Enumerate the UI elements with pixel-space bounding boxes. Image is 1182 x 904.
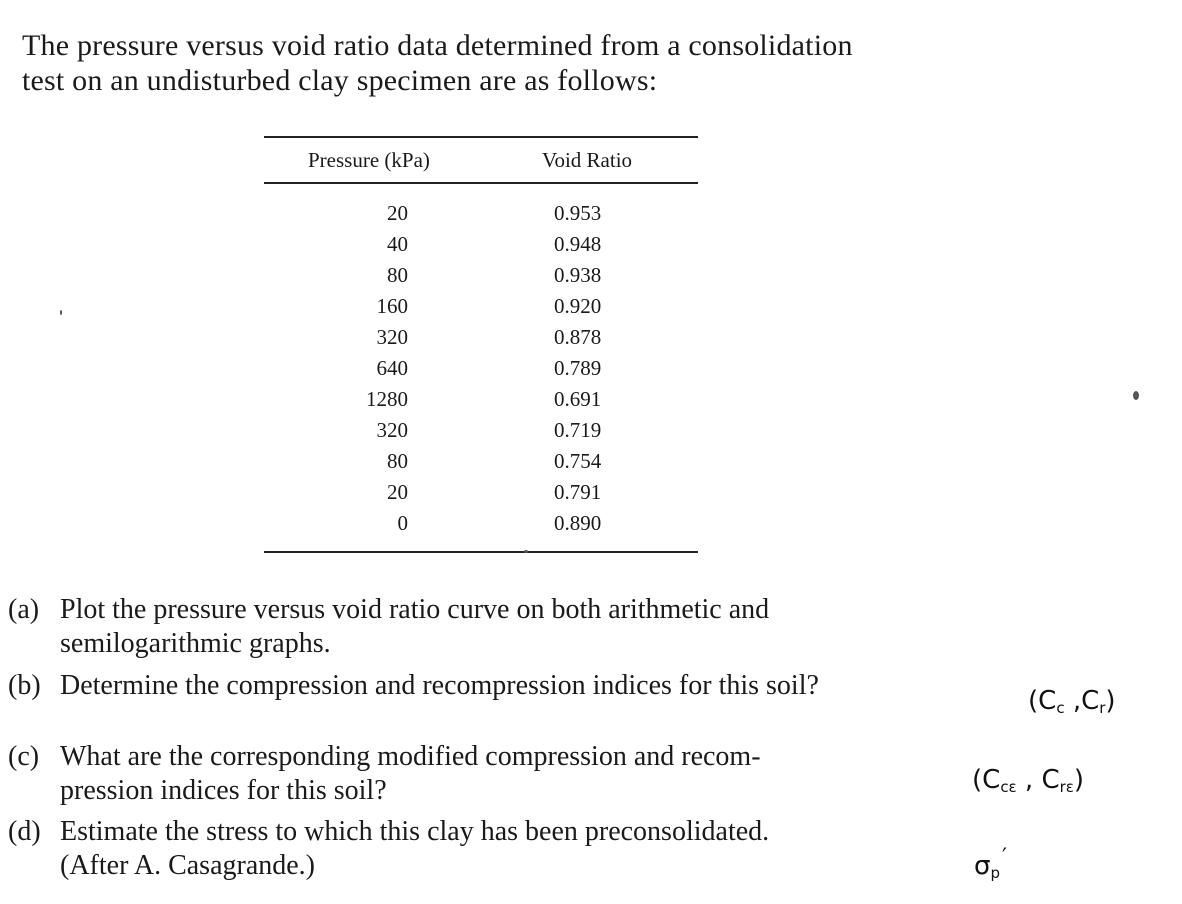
question-d-note: $\sigma_p'$ xyxy=(974,845,1008,882)
table-row xyxy=(264,291,698,322)
void-ratio-cell: 0.754 xyxy=(554,449,602,473)
question-d-line-2: (After A. Casagrande.) xyxy=(60,850,316,881)
problem-statement xyxy=(22,28,982,98)
question-d-line-1: Estimate the stress to which this clay has been preconsolidated. xyxy=(60,816,770,847)
table-row xyxy=(264,508,698,539)
table-bottom-rule xyxy=(264,551,698,553)
question-c-note: ($C_{c\varepsilon}$ , $C_{r\varepsilon}$) xyxy=(972,765,1085,796)
question-c-line-1: What are the corresponding modified compression and recom- xyxy=(60,741,761,772)
table-row xyxy=(264,353,698,384)
intro-line-2: test on an undisturbed clay specimen are as follows: xyxy=(22,64,658,97)
void-ratio-cell: 0.948 xyxy=(554,232,602,256)
pressure-cell: 80 xyxy=(387,263,408,287)
void-ratio-cell: 0.938 xyxy=(554,263,602,287)
table-row xyxy=(264,415,698,446)
table-row xyxy=(264,322,698,353)
question-d xyxy=(8,815,769,883)
pressure-cell: 320 xyxy=(376,418,408,442)
question-a-line-2: semilogarithmic graphs. xyxy=(60,628,331,659)
void-ratio-cell: 0.691 xyxy=(554,387,602,411)
void-ratio-cell: 0.719 xyxy=(554,418,602,442)
question-c-line-2: pression indices for this soil? xyxy=(60,775,387,806)
question-b-label: (b) xyxy=(8,670,41,701)
table-row xyxy=(264,229,698,260)
scan-speck xyxy=(524,550,528,553)
void-ratio-column-header: Void Ratio xyxy=(542,147,633,172)
void-ratio-cell: 0.953 xyxy=(554,201,602,225)
table-row xyxy=(264,477,698,508)
pressure-column-header: Pressure (kPa) xyxy=(308,147,430,172)
question-d-label: (d) xyxy=(8,816,41,847)
table-body xyxy=(264,184,698,551)
void-ratio-cell: 0.878 xyxy=(554,325,602,349)
void-ratio-cell: 0.791 xyxy=(554,480,602,504)
void-ratio-cell: 0.789 xyxy=(554,356,602,380)
table-header-row xyxy=(264,138,698,182)
pressure-cell: 1280 xyxy=(366,387,408,411)
scan-speck xyxy=(1133,391,1139,400)
question-c xyxy=(8,740,761,808)
consolidation-table xyxy=(264,136,698,553)
table-row xyxy=(264,260,698,291)
pressure-cell: 20 xyxy=(387,480,408,504)
table-row xyxy=(264,384,698,415)
question-a xyxy=(8,593,769,661)
question-c-label: (c) xyxy=(8,741,40,772)
pressure-cell: 80 xyxy=(387,449,408,473)
question-b-note: ($C_c$ $,C_r$) xyxy=(1028,686,1116,717)
pressure-cell: 40 xyxy=(387,232,408,256)
scan-speck xyxy=(60,310,62,315)
pressure-cell: 160 xyxy=(376,294,408,318)
question-a-line-1: Plot the pressure versus void ratio curve on both arithmetic and xyxy=(60,594,770,625)
table-row xyxy=(264,198,698,229)
question-b-line-1: Determine the compression and recompression indices for this soil? xyxy=(60,670,819,701)
question-b xyxy=(8,669,819,703)
pressure-cell: 320 xyxy=(376,325,408,349)
pressure-cell: 640 xyxy=(376,356,408,380)
void-ratio-cell: 0.890 xyxy=(554,511,602,535)
pressure-cell: 20 xyxy=(387,201,408,225)
table-row xyxy=(264,446,698,477)
void-ratio-cell: 0.920 xyxy=(554,294,602,318)
pressure-cell: 0 xyxy=(397,511,408,535)
intro-line-1: The pressure versus void ratio data determined from a consolidation xyxy=(22,29,853,62)
question-a-label: (a) xyxy=(8,594,40,625)
